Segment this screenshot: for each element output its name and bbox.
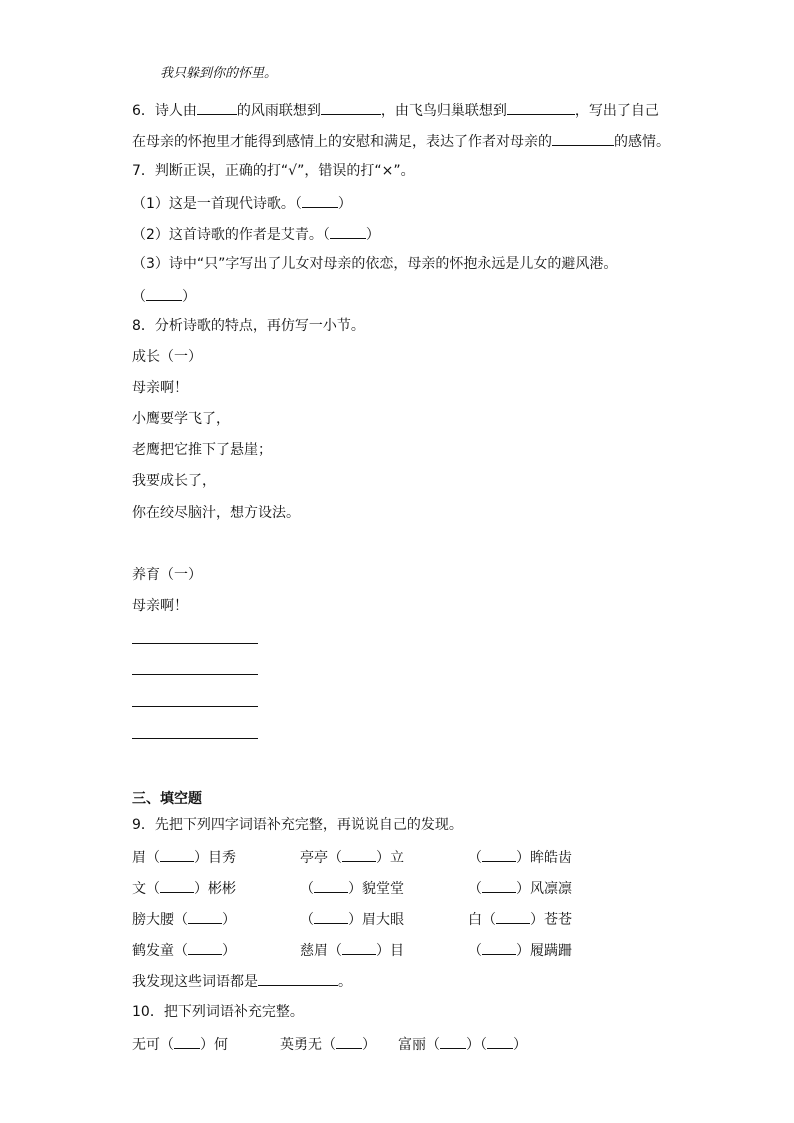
q7-item1-text: （1）这是一首现代诗歌。（ <box>132 196 302 212</box>
q6-text-d: ，写出了自己 <box>574 103 659 119</box>
question-6-line-1 <box>132 100 659 120</box>
poem-line: 我要成长了， <box>132 473 216 489</box>
idiom-item: 鹤发童（ ） <box>132 940 236 960</box>
writing-line[interactable] <box>132 706 258 707</box>
idiom-item: （ ）貌堂堂 <box>300 878 404 898</box>
q7-answer-2[interactable] <box>330 224 366 239</box>
question-10-title: 10．把下列词语补充完整。 <box>132 1004 304 1020</box>
idiom-blank[interactable] <box>160 878 194 893</box>
poem-last-line: 我只躲到你的怀里。 <box>160 66 278 81</box>
idiom-item: （ ）风凛凛 <box>468 878 572 898</box>
q7-answer-1[interactable] <box>302 193 338 208</box>
idiom-blank[interactable] <box>160 847 194 862</box>
finding-line <box>132 971 352 991</box>
q6-blank-1[interactable] <box>197 100 237 115</box>
poem-line: 成长（一） <box>132 349 202 365</box>
writing-line[interactable] <box>132 643 258 644</box>
q6-text-c: ，由飞鸟归巢联想到 <box>380 103 507 119</box>
q7-answer-3[interactable] <box>146 286 182 301</box>
q6-line2-text-a: 在母亲的怀抱里才能得到感情上的安慰和满足，表达了作者对母亲的 <box>132 134 552 150</box>
finding-text: 我发现这些词语都是 <box>132 974 258 990</box>
question-8-title: 8．分析诗歌的特点，再仿写一小节。 <box>132 318 365 334</box>
idiom-item: 眉（ ）目秀 <box>132 847 236 867</box>
question-7-item-3: （3）诗中“只”字写出了儿女对母亲的依恋，母亲的怀抱永远是儿女的避风港。 <box>132 256 618 272</box>
poem-line: 小鹰要学飞了， <box>132 411 230 427</box>
section-heading: 三、填空题 <box>132 791 202 807</box>
imitation-title: 养育（一） <box>132 567 202 583</box>
idiom-blank[interactable] <box>482 847 516 862</box>
q7-item2-text: （2）这首诗歌的作者是艾青。（ <box>132 227 330 243</box>
q7-item2-close: ） <box>365 227 380 243</box>
word-blank[interactable] <box>487 1034 513 1049</box>
question-7-item-2 <box>132 224 380 244</box>
q6-text-a: 6．诗人由 <box>132 103 197 119</box>
poem-line: 母亲啊！ <box>132 380 188 396</box>
idiom-blank[interactable] <box>342 940 376 955</box>
q7-item1-close: ） <box>337 196 352 212</box>
question-6-line-2 <box>132 131 670 151</box>
imitation-first-line: 母亲啊！ <box>132 598 188 614</box>
idiom-item: 白（ ）苍苍 <box>468 909 572 929</box>
word-item: 英勇无（ ） <box>280 1034 376 1054</box>
idiom-item: 慈眉（ ）目 <box>300 940 404 960</box>
q6-blank-4[interactable] <box>552 131 614 146</box>
idiom-blank[interactable] <box>188 909 222 924</box>
idiom-item: 亭亭（ ）立 <box>300 847 404 867</box>
q6-line2-text-b: 的感情。 <box>614 134 670 150</box>
idiom-blank[interactable] <box>482 940 516 955</box>
writing-line[interactable] <box>132 738 258 739</box>
question-7-item-3-answer <box>132 286 196 306</box>
word-blank[interactable] <box>336 1034 362 1049</box>
word-blank[interactable] <box>440 1034 466 1049</box>
word-item: 无可（ ）何 <box>132 1034 228 1054</box>
idiom-item: （ ）眉大眼 <box>300 909 404 929</box>
question-7-title: 7．判断正误，正确的打“√”，错误的打“×”。 <box>132 163 415 179</box>
finding-blank[interactable] <box>258 971 338 986</box>
poem-line: 老鹰把它推下了悬崖； <box>132 442 272 458</box>
idiom-blank[interactable] <box>496 909 530 924</box>
q7-item3-open: （ <box>132 289 146 305</box>
question-9-title: 9．先把下列四字词语补充完整，再说说自己的发现。 <box>132 817 463 833</box>
q6-text-b: 的风雨联想到 <box>236 103 321 119</box>
question-7-item-1 <box>132 193 352 213</box>
idiom-blank[interactable] <box>342 847 376 862</box>
poem-line: 你在绞尽脑汁，想方设法。 <box>132 505 300 521</box>
idiom-item: 膀大腰（ ） <box>132 909 236 929</box>
idiom-blank[interactable] <box>188 940 222 955</box>
idiom-blank[interactable] <box>314 909 348 924</box>
word-blank[interactable] <box>174 1034 200 1049</box>
q7-item3-close: ） <box>182 289 196 305</box>
word-item: 富丽（ ）（ ） <box>398 1034 527 1054</box>
q6-blank-3[interactable] <box>507 100 575 115</box>
idiom-blank[interactable] <box>482 878 516 893</box>
q6-blank-2[interactable] <box>321 100 381 115</box>
writing-line[interactable] <box>132 674 258 675</box>
idiom-item: （ ）履蹒跚 <box>468 940 572 960</box>
idiom-blank[interactable] <box>314 878 348 893</box>
finding-end: 。 <box>338 974 352 990</box>
idiom-item: （ ）眸皓齿 <box>468 847 572 867</box>
idiom-item: 文（ ）彬彬 <box>132 878 236 898</box>
